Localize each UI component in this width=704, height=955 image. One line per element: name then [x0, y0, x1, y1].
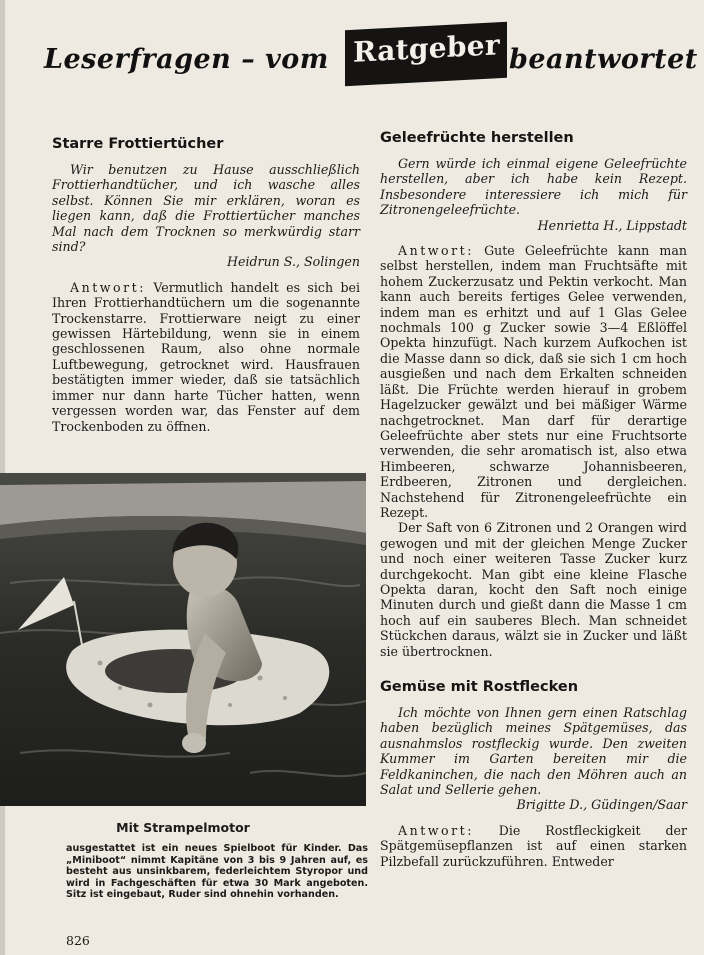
photo-caption-text: ausgestattet ist ein neues Spielboot für Kinder. Das „Miniboot“ nimmt Kapitäne von 3 bis 9 Jahren auf, es besteht aus unsinkbarem, federleichtem Styropor und wird in Fachgeschäften für etwa 30 Mark angeboten. Sitz ist eingebaut, Ruder sind ohnehin vorhanden. [66, 843, 368, 901]
header-script-left: Leserfragen – vom [44, 44, 329, 75]
reader-question: Wir benutzen zu Hause ausschließlich Frottierhandtücher, und ich wasche alles selbst. Können Sie mir erklären, woran es liegen kann, daß die Frottiertücher manches Mal nach dem Trocknen so merkwürdig starr sind? [52, 162, 360, 255]
reader-signature: Brigitte D., Güdingen/Saar [516, 797, 687, 813]
reader-signature: Henrietta H., Lippstadt [537, 217, 687, 233]
answer-lead: Antwort: [70, 279, 146, 295]
answer-lead: Antwort: [398, 822, 474, 838]
article-geleefruechte [380, 130, 687, 659]
answer-body: Vermutlich handelt es sich bei Ihren Frottierhandtüchern um die sogenannte Trockenstarre. Frottierware neigt zu einer gewissen Härtebildung, wenn sie in einem geschlossenen Raum, also ohne normale Luftbewegung, getrocknet wird. Hausfrauen bestätigten immer wieder, daß sie tatsächlich immer nur dann harte Tücher hatten, wenn vergessen worden war, das Fenster auf dem Trockenboden zu öffnen. [52, 279, 360, 434]
article-title: Gemüse mit Rostflecken [380, 679, 579, 695]
answer-lead: Antwort: [398, 243, 474, 259]
page-number: 826 [66, 933, 90, 948]
right-column [380, 130, 687, 869]
photo-caption-title: Mit Strampelmotor [116, 820, 250, 835]
reader-question: Gern würde ich einmal eigene Geleefrüchte herstellen, aber ich habe kein Rezept. Insbesondere interessiere ich mich für Zitronengeleefrüchte. [380, 156, 687, 218]
article-title: Starre Frottiertücher [52, 136, 224, 152]
header-badge: Ratgeber [353, 28, 500, 69]
article-title: Geleefrüchte herstellen [380, 130, 574, 146]
answer-text [380, 243, 687, 520]
reader-question: Ich möchte von Ihnen gern einen Ratschlag haben bezüglich meines Spätgemüses, das ausnahmslos rostfleckig wurde. Den zweiten Kummer im Garten bereiten mir die Feldkaninchen, die nach den Möhren auch an Salat und Sellerie gehen. [380, 705, 687, 798]
photo-illustration [0, 473, 366, 806]
recipe-text: Der Saft von 6 Zitronen und 2 Orangen wird gewogen und mit der gleichen Menge Zucker und noch einer weiteren Tasse Zucker kurz durchgekocht. Man gibt eine kleine Flasche Opekta daran, kocht den Saft noch einige Minuten durch und gießt dann die Masse 1 cm hoch auf ein sauberes Blech. Man schneidet Stückchen daraus, wälzt sie in Zucker und läßt sie übertrocknen. [380, 520, 687, 659]
photo-boy-in-boat [0, 473, 366, 806]
answer-text [52, 280, 360, 434]
article-frottiertuecher [52, 136, 360, 434]
answer-text [380, 823, 687, 869]
answer-body: Gute Geleefrüchte kann man selbst herstellen, indem man Fruchtsäfte mit hohem Zuckerzusatz und Pektin verkocht. Man kann auch bereits fertiges Gelee verwenden, indem man es erhitzt und auf 1 Glas Gelee nochmals 100 g Zucker sowie 3—4 Eßlöffel Opekta hinzufügt. Nach kurzem Aufkochen ist die Masse dann so dick, daß sie sich 1 cm hoch ausgießen und nach dem Erkalten schneiden läßt. Die Früchte werden hierauf in grobem Hagelzucker gewälzt und bei mäßiger Wärme nachgetrocknet. Man darf für derartige Geleefrüchte aber stets nur eine Fruchtsorte verwenden, die sehr aromatisch ist, also etwa Himbeeren, schwarze Johannisbeeren, Erdbeeren, Zitronen und dergleichen. Nachstehend für Zitronengeleefrüchte ein Rezept. [380, 243, 687, 520]
header-script-right: beantwortet [509, 44, 698, 75]
section-header [0, 18, 704, 98]
reader-signature: Heidrun S., Solingen [227, 254, 360, 270]
answer-body: Die Rostfleckigkeit der Spätgemüsepflanzen ist auf einen starken Pilzbefall zurückzuführen. Entweder [380, 822, 687, 869]
article-rostflecken [380, 679, 687, 869]
